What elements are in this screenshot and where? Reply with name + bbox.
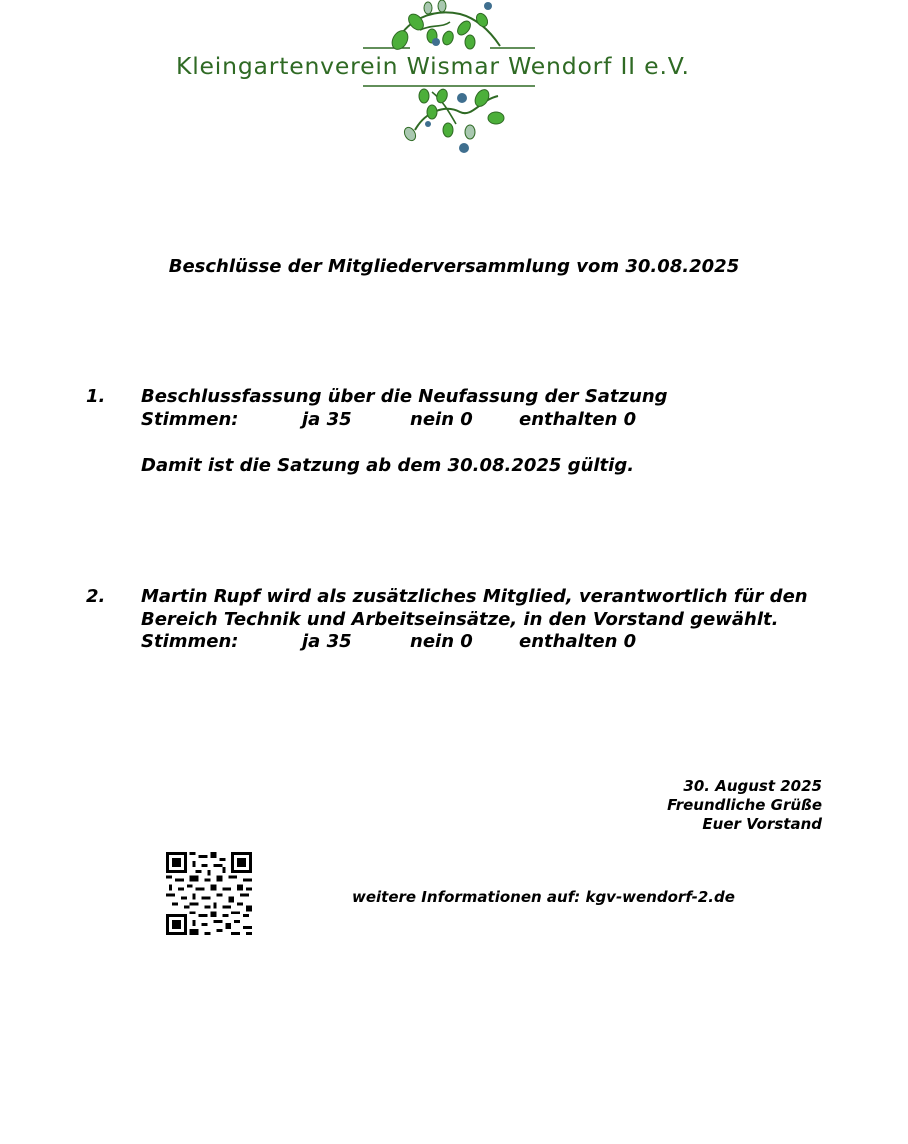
qr-code-icon (166, 852, 252, 935)
vote-abstain: enthalten 0 (519, 408, 637, 430)
vote-no: nein 0 (410, 408, 473, 430)
item-number: 2. (86, 586, 106, 607)
vote-yes: ja 35 (302, 631, 352, 652)
more-info-text: weitere Informationen auf: kgv-wendorf-2.de (352, 888, 735, 906)
club-logo (170, 0, 730, 160)
closing-block (667, 777, 822, 834)
closing-signature: Euer Vorstand (702, 815, 822, 833)
club-name: Kleingartenverein Wismar Wendorf II e.V. (176, 52, 690, 80)
item-number: 1. (86, 386, 106, 407)
item-note: Damit ist die Satzung ab dem 30.08.2025 gültig. (141, 455, 635, 476)
page-title: Beschlüsse der Mitgliederversammlung vom 30.08.2025 (168, 256, 740, 277)
vote-yes: ja 35 (302, 408, 352, 430)
closing-date: 30. August 2025 (683, 777, 822, 795)
item-text: Beschlussfassung über die Neufassung der Satzung (141, 386, 668, 407)
vote-no: nein 0 (410, 631, 473, 652)
vote-label: Stimmen: (141, 408, 239, 430)
vote-row (141, 631, 841, 654)
closing-greeting: Freundliche Grüße (667, 796, 822, 814)
item-text: Bereich Technik und Arbeitseinsätze, in den Vorstand gewählt. (141, 608, 779, 630)
item-text: Martin Rupf wird als zusätzliches Mitglied, verantwortlich für den (141, 586, 808, 607)
vote-row (141, 409, 841, 432)
vine-ornament-icon (170, 0, 730, 160)
vote-abstain: enthalten 0 (519, 631, 637, 652)
vote-label: Stimmen: (141, 631, 239, 652)
